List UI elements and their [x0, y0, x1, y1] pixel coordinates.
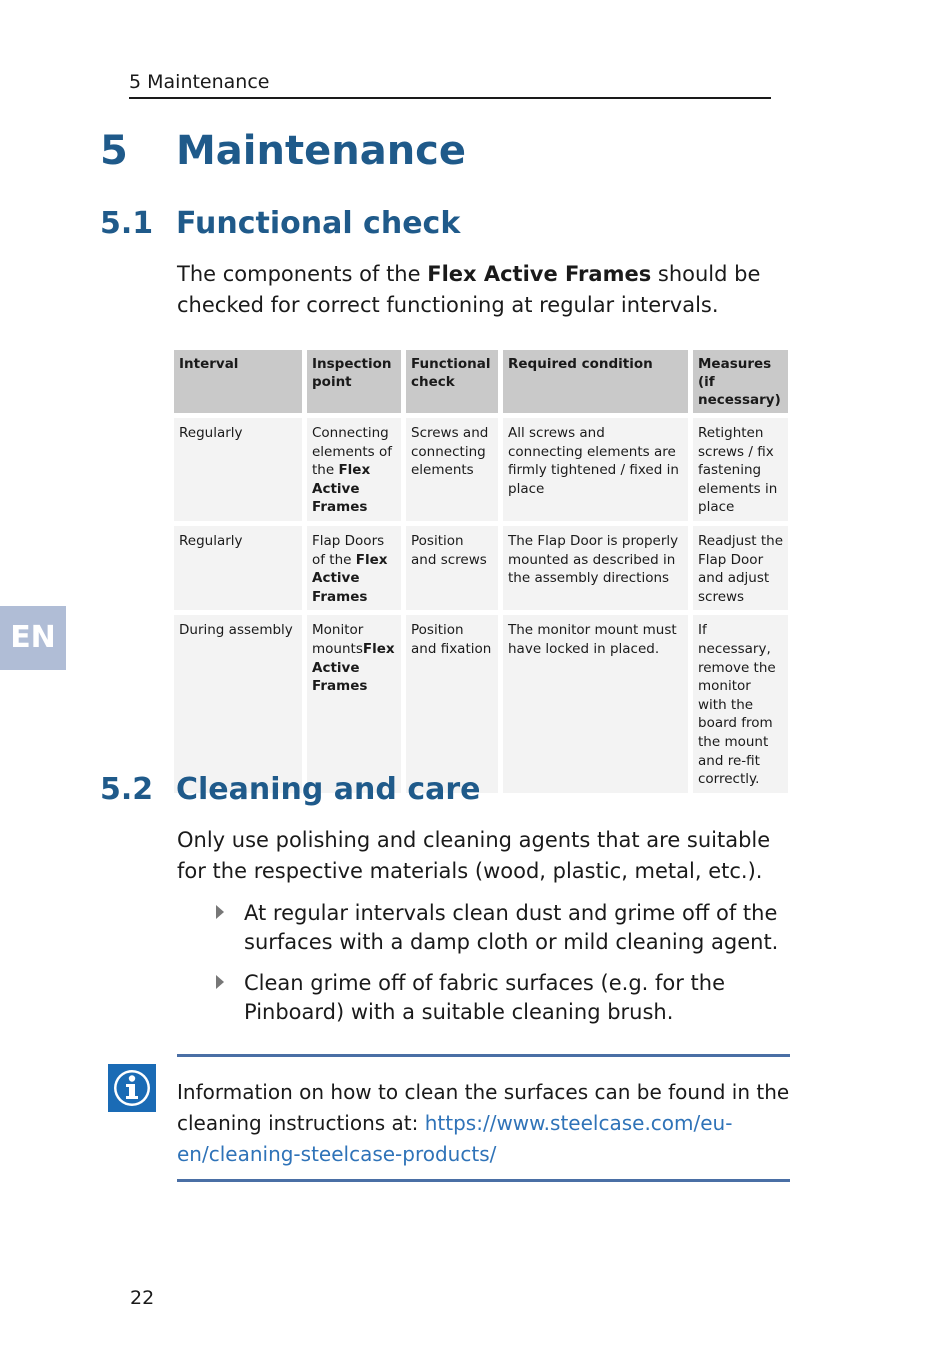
chapter-title: Maintenance: [176, 128, 467, 174]
table-row: [174, 615, 788, 792]
column-header: Measures (if necessary): [693, 350, 788, 413]
list-item: [212, 899, 812, 957]
intro-text: The components of the: [177, 262, 428, 286]
table-cell: Screws and connecting elements: [406, 418, 498, 521]
table-cell: Retighten screws / fix fastening elements in place: [693, 418, 788, 521]
section-heading-cleaning: [100, 771, 481, 809]
list-item: [212, 969, 812, 1027]
product-name: Flex Active Frames: [312, 551, 388, 605]
page-number: 22: [130, 1287, 155, 1309]
product-name: Flex Active Frames: [427, 262, 652, 286]
cleaning-steps: [212, 899, 812, 1039]
product-name: Flex Active Frames: [312, 462, 371, 516]
running-header: 5 Maintenance: [129, 70, 771, 99]
info-icon-graphic: [108, 1064, 156, 1112]
intro-text: should be checked for correct functioning at regular intervals.: [177, 262, 761, 317]
bullet-arrow-icon: [216, 975, 224, 989]
table-cell: Regularly: [174, 418, 302, 521]
table-cell: [307, 615, 401, 792]
table-cell: All screws and connecting elements are firmly tightened / fixed in place: [503, 418, 688, 521]
section-number: 5.2: [100, 772, 154, 807]
table-cell: Readjust the Flap Door and adjust screws: [693, 526, 788, 610]
cell-text: Connecting elements of the: [312, 425, 393, 479]
bullet-arrow-icon: [216, 905, 224, 919]
table-cell: [307, 418, 401, 521]
cell-text: Monitor mounts: [312, 622, 364, 657]
section-title: Cleaning and care: [176, 772, 481, 807]
table-row: [174, 526, 788, 610]
chapter-number: 5: [100, 128, 128, 174]
list-item-text: Clean grime off of fabric surfaces (e.g. for the Pinboard) with a suitable cleaning brush.: [244, 971, 726, 1024]
table-cell: If necessary, remove the monitor with the board from the mount and re-fit correctly.: [693, 615, 788, 792]
column-header: Required condition: [503, 350, 688, 413]
cleaning-instructions-link[interactable]: https://www.steelcase.com/eu-en/cleaning-steelcase-products/: [177, 1111, 733, 1166]
table-cell: The Flap Door is properly mounted as described in the assembly directions: [503, 526, 688, 610]
cell-text: Flap Doors of the: [312, 532, 385, 568]
info-box: [177, 1054, 790, 1182]
section-title: Functional check: [176, 206, 461, 241]
column-header: Functional check: [406, 350, 498, 413]
table-cell: The monitor mount must have locked in placed.: [503, 615, 688, 792]
column-header: Interval: [174, 350, 302, 413]
cleaning-intro: Only use polishing and cleaning agents that are suitable for the respective materials (wood, plastic, metal, etc.).: [177, 828, 771, 883]
section-number: 5.1: [100, 206, 154, 241]
product-name: Flex Active Frames: [312, 640, 395, 695]
list-item-text: At regular intervals clean dust and grime off of the surfaces with a damp cloth or mild cleaning agent.: [244, 901, 779, 954]
section-heading-functional-check: [100, 205, 460, 243]
table-cell: During assembly: [174, 615, 302, 792]
chapter-heading: [100, 126, 466, 176]
table-cell: [307, 526, 401, 610]
info-icon: [108, 1064, 156, 1112]
language-tab: EN: [0, 606, 66, 670]
info-message: Information on how to clean the surfaces can be found in the cleaning instructions at:: [177, 1080, 790, 1135]
info-text: [177, 1077, 792, 1170]
table-cell: Position and screws: [406, 526, 498, 610]
functional-check-table: [169, 345, 793, 798]
column-header: Inspection point: [307, 350, 401, 413]
table-cell: Regularly: [174, 526, 302, 610]
table-cell: Position and fixation: [406, 615, 498, 792]
table-row: [174, 418, 788, 521]
table-header-row: [174, 350, 788, 413]
functional-check-intro: [177, 259, 777, 321]
